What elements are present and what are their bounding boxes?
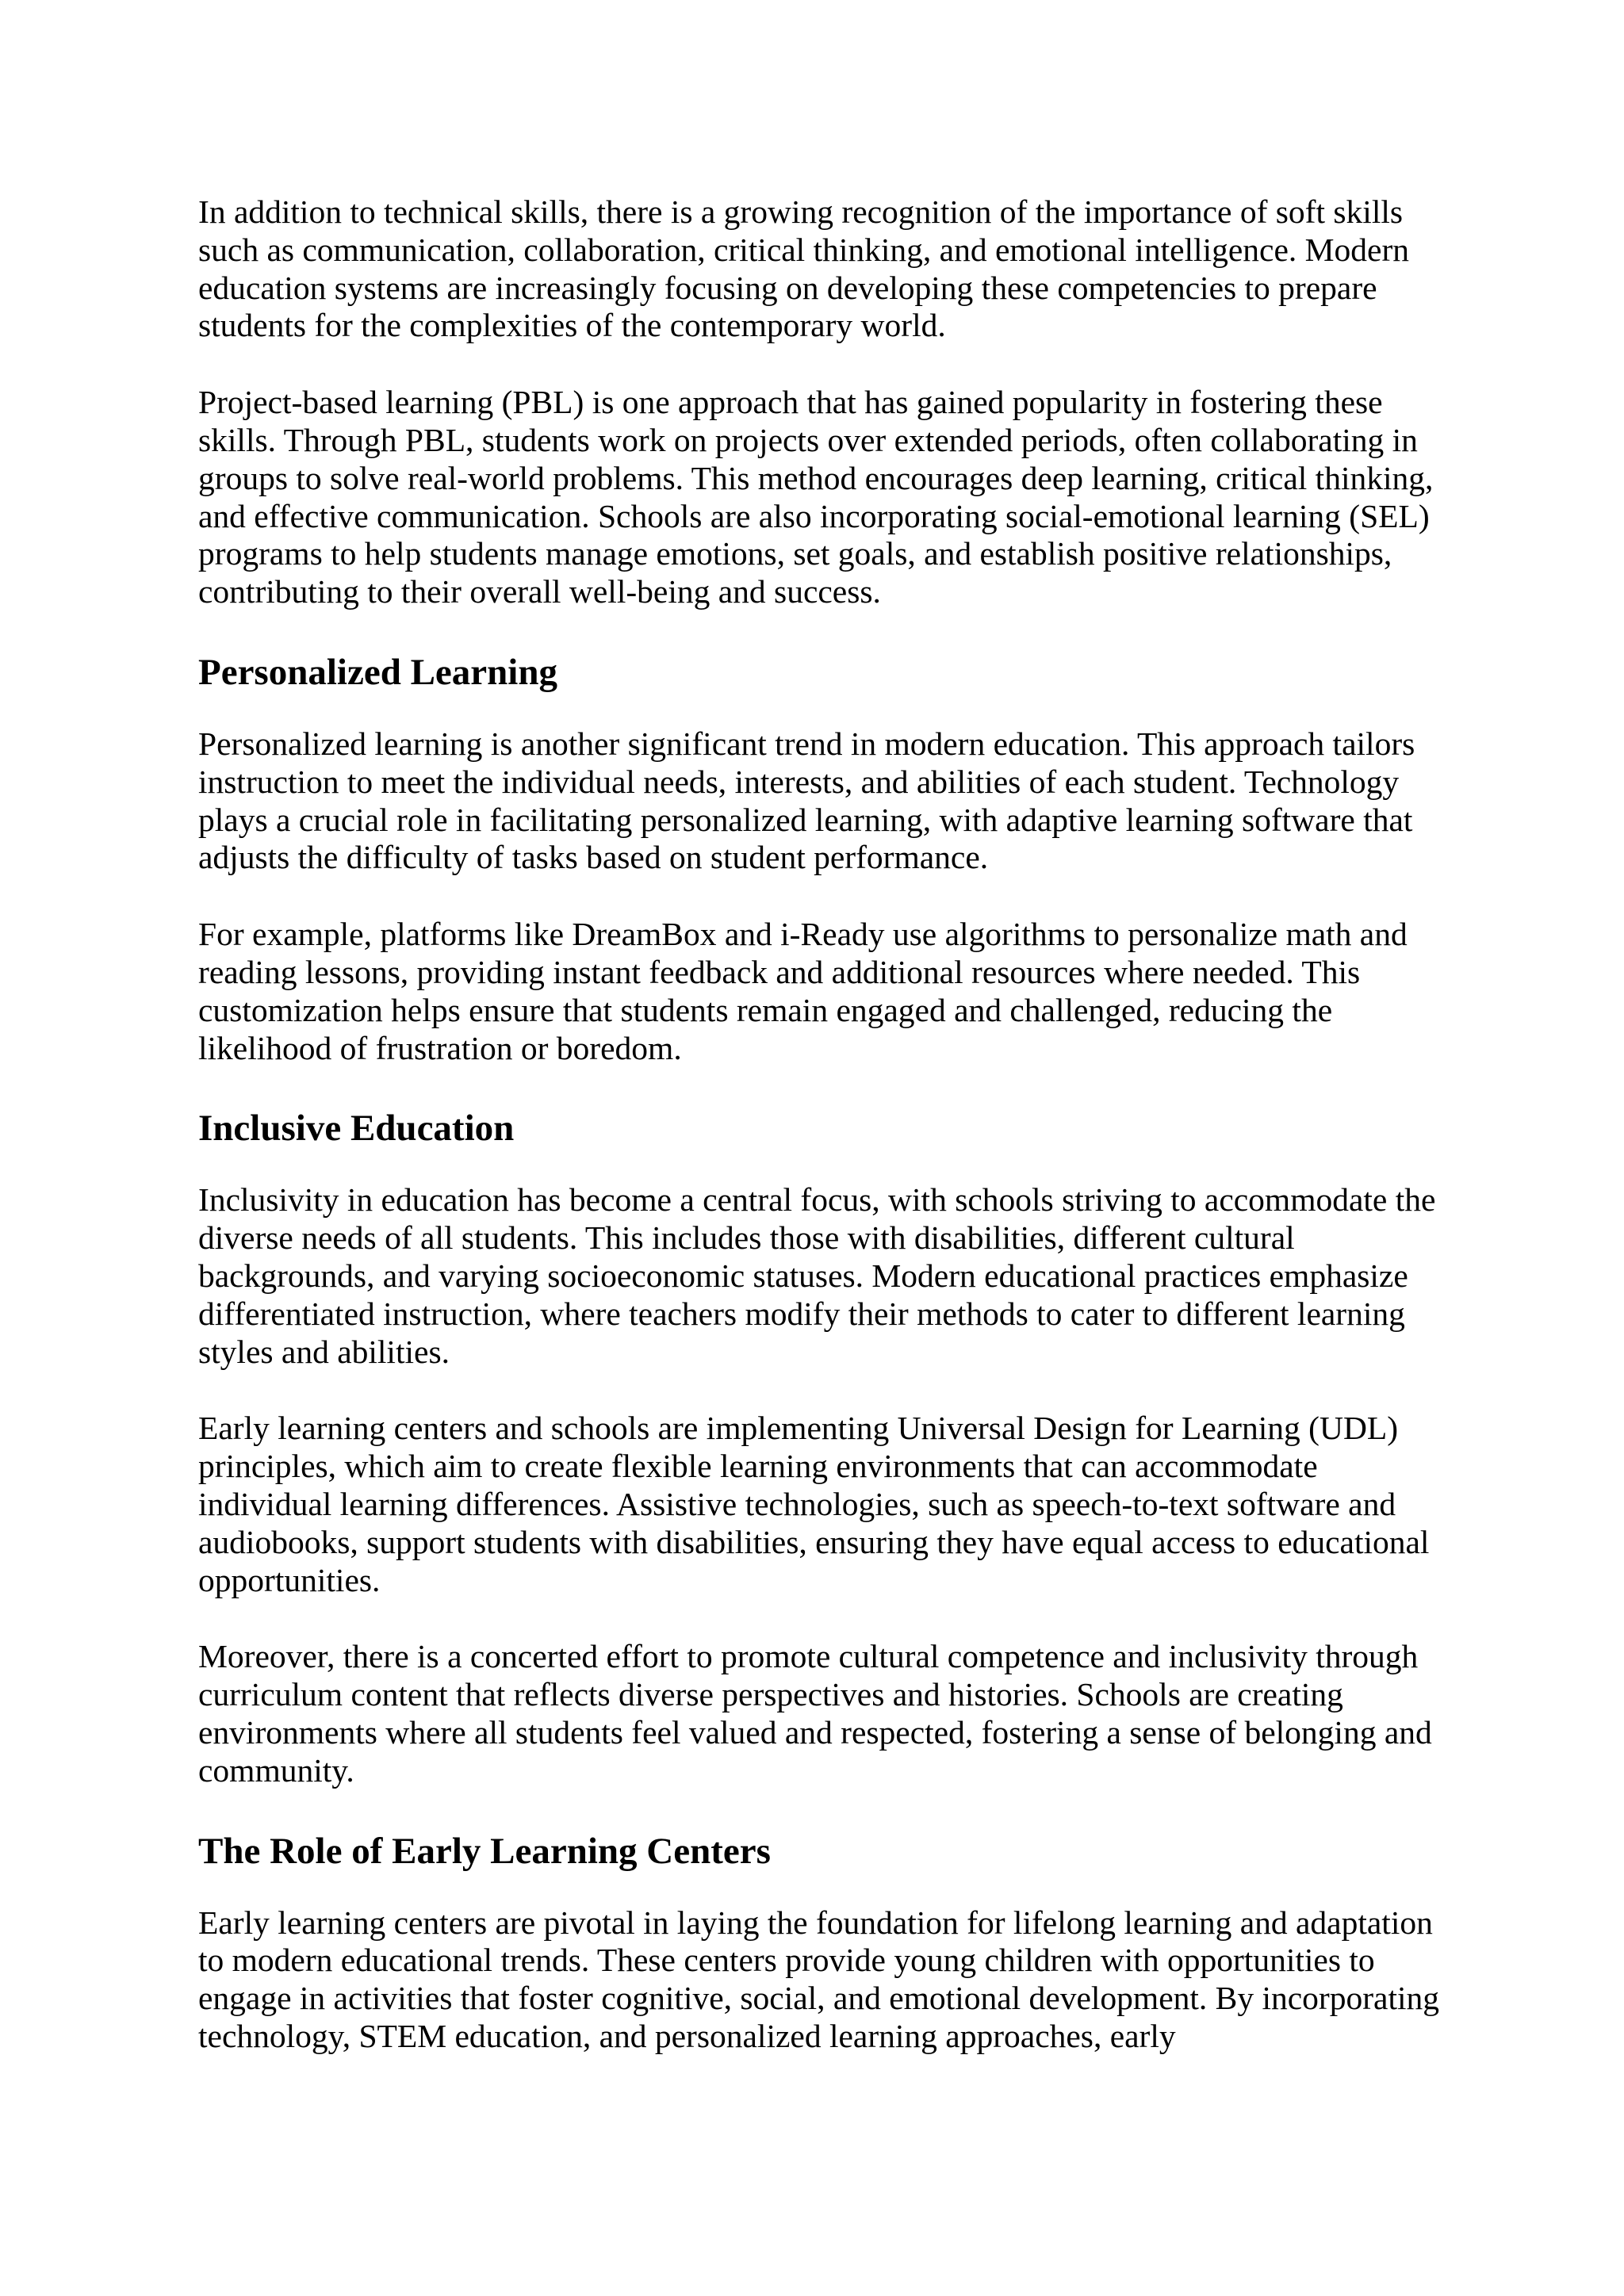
heading-inclusive-education: Inclusive Education [198, 1108, 515, 1150]
paragraph-project-based-learning: Project-based learning (PBL) is one approach that has gained popularity in fostering these skills. Through PBL, students work on projects over extended periods, often collaborating in groups to solve real-world problems. This method encourages deep learning, critical thinking, and effective communication. Schools are also incorporating social-emotional learning (SEL) programs to help students manage emotions, set goals, and establish positive relationships, contributing to their overall well-being and success. [198, 384, 1434, 610]
paragraph-personalized-learning-intro: Personalized learning is another significant trend in modern education. This approach tailors instruction to meet the individual needs, interests, and abilities of each student. Technology plays a crucial role in facilitating personalized learning, with adaptive learning software that adjusts the difficulty of tasks based on student performance. [198, 725, 1415, 876]
paragraph-cultural-competence: Moreover, there is a concerted effort to promote cultural competence and inclusivity through curriculum content that reflects diverse perspectives and histories. Schools are creating environments where all students feel valued and respected, fostering a sense of belonging and community. [198, 1638, 1432, 1789]
paragraph-early-learning-centers: Early learning centers are pivotal in laying the foundation for lifelong learning and adaptation to modern educational trends. These centers provide young children with opportunities to engage in activities that foster cognitive, social, and emotional development. By incorporating technology, STEM education, and personalized learning approaches, early [198, 1904, 1440, 2054]
heading-personalized-learning: Personalized Learning [198, 651, 557, 693]
paragraph-soft-skills: In addition to technical skills, there is a growing recognition of the importance of soft skills such as communication, collaboration, critical thinking, and emotional intelligence. Modern education systems are increasingly focusing on developing these competencies to prepare students for the complexities of the contemporary world. [198, 193, 1410, 344]
heading-early-learning-centers: The Role of Early Learning Centers [198, 1830, 771, 1872]
document-body [198, 193, 1451, 2095]
paragraph-personalized-learning-example: For example, platforms like DreamBox and i-Ready use algorithms to personalize math and reading lessons, providing instant feedback and additional resources where needed. This customization helps ensure that students remain engaged and challenged, reducing the likelihood of frustration or boredom. [198, 916, 1408, 1066]
paragraph-udl: Early learning centers and schools are implementing Universal Design for Learning (UDL) principles, which aim to create flexible learning environments that can accommodate individual learning differences. Assistive technologies, such as speech-to-text software and audiobooks, support students with disabilities, ensuring they have equal access to educational opportunities. [198, 1410, 1430, 1598]
paragraph-inclusivity: Inclusivity in education has become a central focus, with schools striving to accommodate the diverse needs of all students. This includes those with disabilities, different cultural backgrounds, and varying socioeconomic statuses. Modern educational practices emphasize differentiated instruction, where teachers modify their methods to cater to different learning styles and abilities. [198, 1181, 1436, 1370]
